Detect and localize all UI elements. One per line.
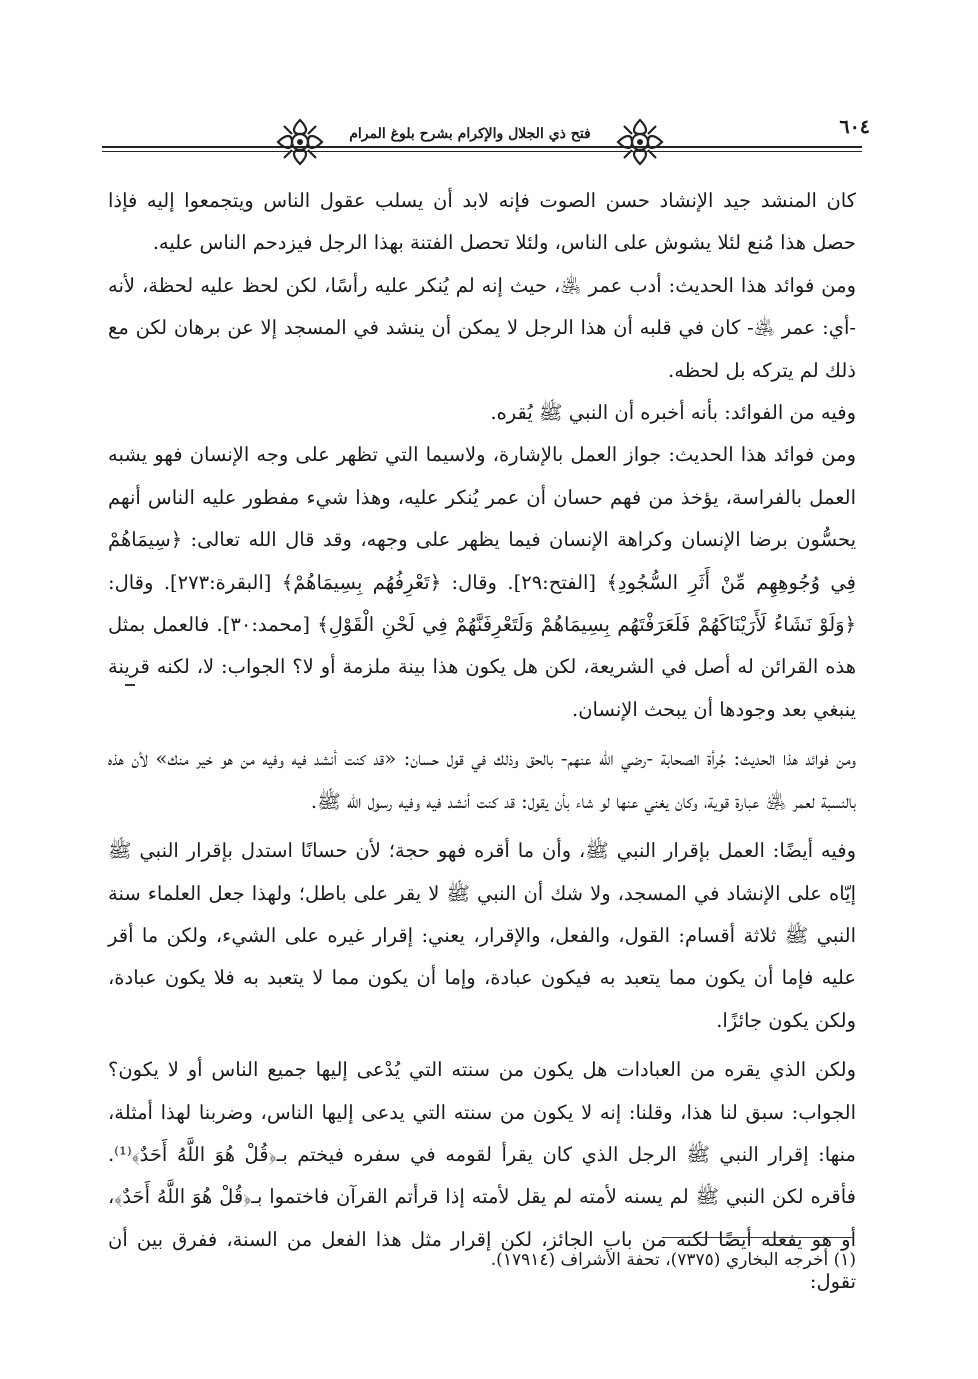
header-rule-thin bbox=[102, 151, 862, 152]
paragraph: وفيه من الفوائد: بأنه أخبره أن النبي ﷺ يُقره. bbox=[490, 401, 856, 425]
page-header bbox=[102, 112, 870, 168]
paragraph: كان المنشد جيد الإنشاد حسن الصوت فإنه لابد أن يسلب عقول الناس ويتجمعوا إليه فإذا حصل هذا مُنع لئلا يشوش على الناس، ولئلا تحصل الفتنة بهذا الرجل فيزدحم الناس عليه. bbox=[108, 189, 856, 255]
paragraph: ومن فوائد هذا الحديث: جواز العمل بالإشارة، ولاسيما التي تظهر على وجه الإنسان فهو يشبه العمل بالفراسة، يؤخذ من فهم حسان أن عمر يُنكر عليه، وهذا شيء مفطور عليه الناس أنهم يحسُّون برضا الإنسان وكراهة الإنسان فيما يظهر على وجهه، وقد قال الله تعالى: ﴿سِيمَاهُمْ فِي وُجُوهِهِم مِّنْ أَثَرِ السُّجُودِ﴾ [الفتح:٢٩]. وقال: ﴿تَعْرِفُهُم بِسِيمَاهُمْ﴾ [البقرة:٢٧٣]. وقال: ﴿وَلَوْ نَشَاءُ لَأَرَيْنَاكَهُمْ فَلَعَرَفْتَهُم بِسِيمَاهُمْ وَلَتَعْرِفَنَّهُمْ فِي لَحْنِ الْقَوْلِ﴾ [محمد:٣٠]. فالعمل بمثل هذه القرائن له أصل في الشريعة، لكن هل يكون هذا بينة ملزمة أو لا؟ الجواب: لا، لكنه قرينة ينبغي بعد وجودها أن يبحث الإنسان. bbox=[108, 443, 856, 721]
floral-ornament-icon bbox=[614, 116, 666, 168]
footnote: (١) أخرجه البخاري (٧٣٧٥)، تحفة الأشراف (١٧٩١٤). bbox=[490, 1250, 856, 1270]
main-text bbox=[108, 180, 856, 1304]
book-title: فتح ذي الجلال والإكرام بشرح بلوغ المرام bbox=[330, 122, 610, 146]
footnote-separator bbox=[662, 1237, 854, 1238]
floral-ornament-icon bbox=[274, 116, 326, 168]
header-rule bbox=[102, 146, 862, 148]
paragraph: ومن فوائد هذا الحديث: أدب عمر ﵁، حيث إنه لم يُنكر عليه رأسًا، لكن لحظ عليه لحظة، لأنه -أي: عمر ﵁- كان في قلبه أن هذا الرجل لا يمكن أن ينشد في المسجد إلا عن برهان لكن مع ذلك لم يتركه بل لحظه. bbox=[108, 273, 856, 382]
paragraph: ولكن الذي يقره من العبادات هل يكون من سنته التي يُدْعى إليها جميع الناس أو لا يكون؟ الجواب: سبق لنا هذا، وقلنا: إنه لا يكون من سنته التي يدعى إليها الناس، وضربنا لهذا أمثلة، منها: إقرار النبي ﷺ الرجل الذي كان يقرأ لقومه في سفره فيختم بـ﴿قُلْ هُوَ اللَّهُ أَحَدٌ﴾⁽¹⁾. فأقره لكن النبي ﷺ لم يسنه لأمته لم يقل لأمته إذا قرأتم القرآن فاختموا بـ﴿قُلْ هُوَ اللَّهُ أَحَدٌ﴾، أو هو يفعله أيضًا لكنه من باب الجائز، لكن إقرار مثل هذا الفعل من السنة، ففرق بين أن تقول: bbox=[108, 1058, 856, 1294]
page-number: ٦٠٤ bbox=[810, 116, 870, 138]
paragraph: وفيه أيضًا: العمل بإقرار النبي ﷺ، وأن ما أقره فهو حجة؛ لأن حسانًا استدل بإقرار النبي ﷺ إيّاه على الإنشاد في المسجد، ولا شك أن النبي ﷺ لا يقر على باطل؛ ولهذا جعل العلماء سنة النبي ﷺ ثلاثة أقسام: القول، والفعل، والإقرار، يعني: إقرار غيره على الشيء، ولكن ما أقر عليه فإما أن يكون مما يتعبد به فيكون عبادة، وإما أن يكون مما لا يتعبد به فلا يكون عبادة، ولكن يكون جائزًا. bbox=[108, 839, 856, 1032]
paragraph: ومن فوائد هذا الحديث: جُرأة الصحابة -رضي الله عنهم- بالحق وذلك في قول حسان: «قد كنت أنشد فيه وفيه من هو خير منك» لأن هذه بالنسبة لعمر ﵁ عبارة قوية، وكان يغني عنها لو شاء بأن يقول: قد كنت أنشد فيه وفيه رسول الله ﷺ. bbox=[108, 747, 856, 813]
margin-mark bbox=[125, 684, 135, 686]
